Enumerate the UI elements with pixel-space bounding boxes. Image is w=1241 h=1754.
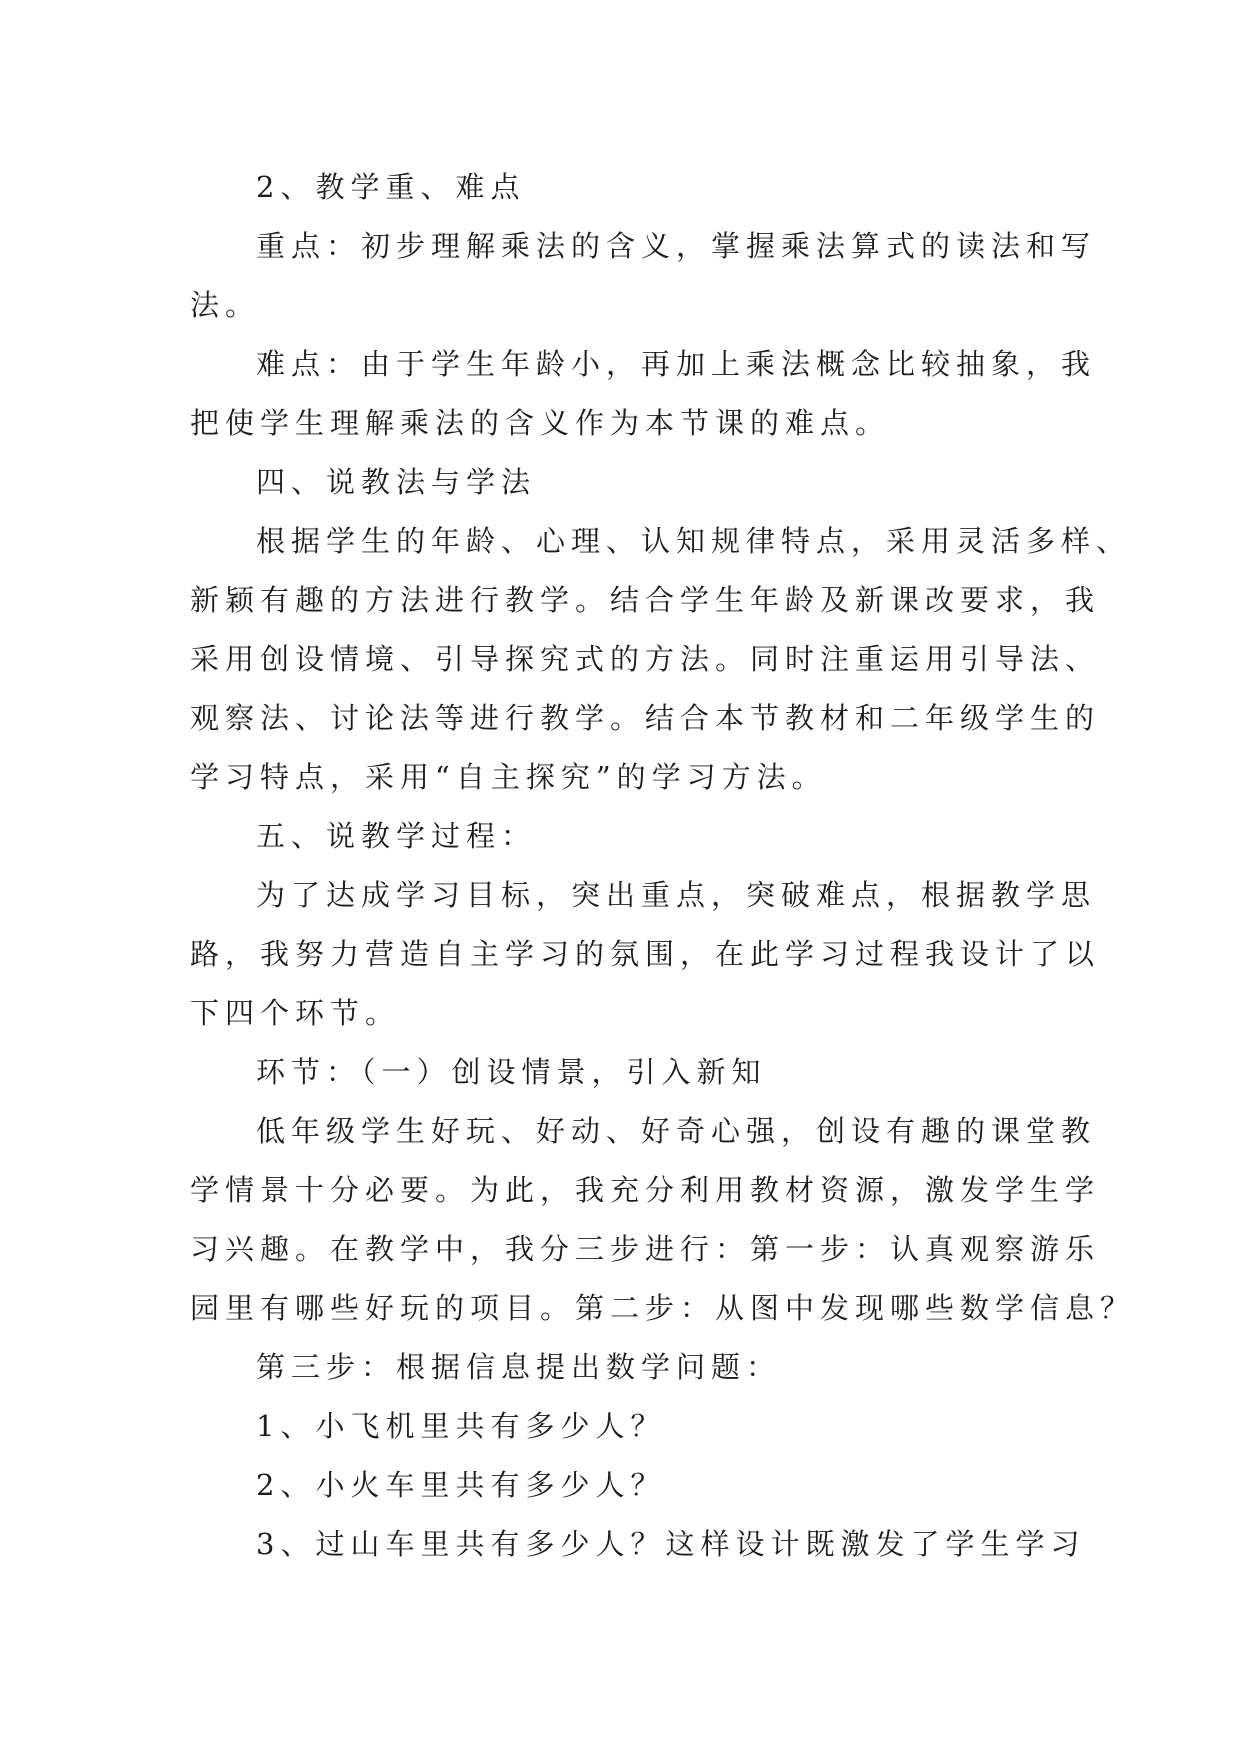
- text-line: 低年级学生好玩、好动、好奇心强，创设有趣的课堂教: [256, 1114, 1097, 1148]
- text-line: 法。: [190, 288, 261, 322]
- text-line: 观察法、讨论法等进行教学。结合本节教材和二年级学生的: [190, 701, 1101, 735]
- text-line: 难点：由于学生年龄小，再加上乘法概念比较抽象，我: [256, 347, 1097, 381]
- list-item: 3、过山车里共有多少人？这样设计既激发了学生学习: [256, 1527, 1086, 1561]
- heading-key-points: 2、教学重、难点: [256, 170, 526, 204]
- text-line: 采用创设情境、引导探究式的方法。同时注重运用引导法、: [190, 642, 1101, 676]
- text-line: 重点：初步理解乘法的含义，掌握乘法算式的读法和写: [256, 229, 1097, 263]
- text-line: 为了达成学习目标，突出重点，突破难点，根据教学思: [256, 878, 1097, 912]
- text-line: 学情景十分必要。为此，我充分利用教材资源，激发学生学: [190, 1173, 1101, 1207]
- text-line: 下四个环节。: [190, 996, 401, 1030]
- document-body: [190, 158, 1136, 1574]
- heading-section-one: 环节：（一）创设情景，引入新知: [256, 1055, 767, 1089]
- text-line: 把使学生理解乘法的含义作为本节课的难点。: [190, 406, 891, 440]
- text-line: 学习特点，采用“自主探究”的学习方法。: [190, 760, 827, 794]
- text-line: 习兴趣。在教学中，我分三步进行：第一步：认真观察游乐: [190, 1232, 1101, 1266]
- text-line: 第三步：根据信息提出数学问题：: [256, 1350, 782, 1384]
- heading-teaching-methods: 四、说教法与学法: [256, 465, 537, 499]
- list-item: 2、小火车里共有多少人？: [256, 1468, 666, 1502]
- text-line: 园里有哪些好玩的项目。第二步：从图中发现哪些数学信息？: [190, 1291, 1136, 1325]
- text-line: 新颖有趣的方法进行教学。结合学生年龄及新课改要求，我: [190, 583, 1101, 617]
- text-line: 路，我努力营造自主学习的氛围，在此学习过程我设计了以: [190, 937, 1101, 971]
- text-line: 根据学生的年龄、心理、认知规律特点，采用灵活多样、: [256, 524, 1132, 558]
- heading-teaching-process: 五、说教学过程：: [256, 819, 537, 853]
- list-item: 1、小飞机里共有多少人？: [256, 1409, 666, 1443]
